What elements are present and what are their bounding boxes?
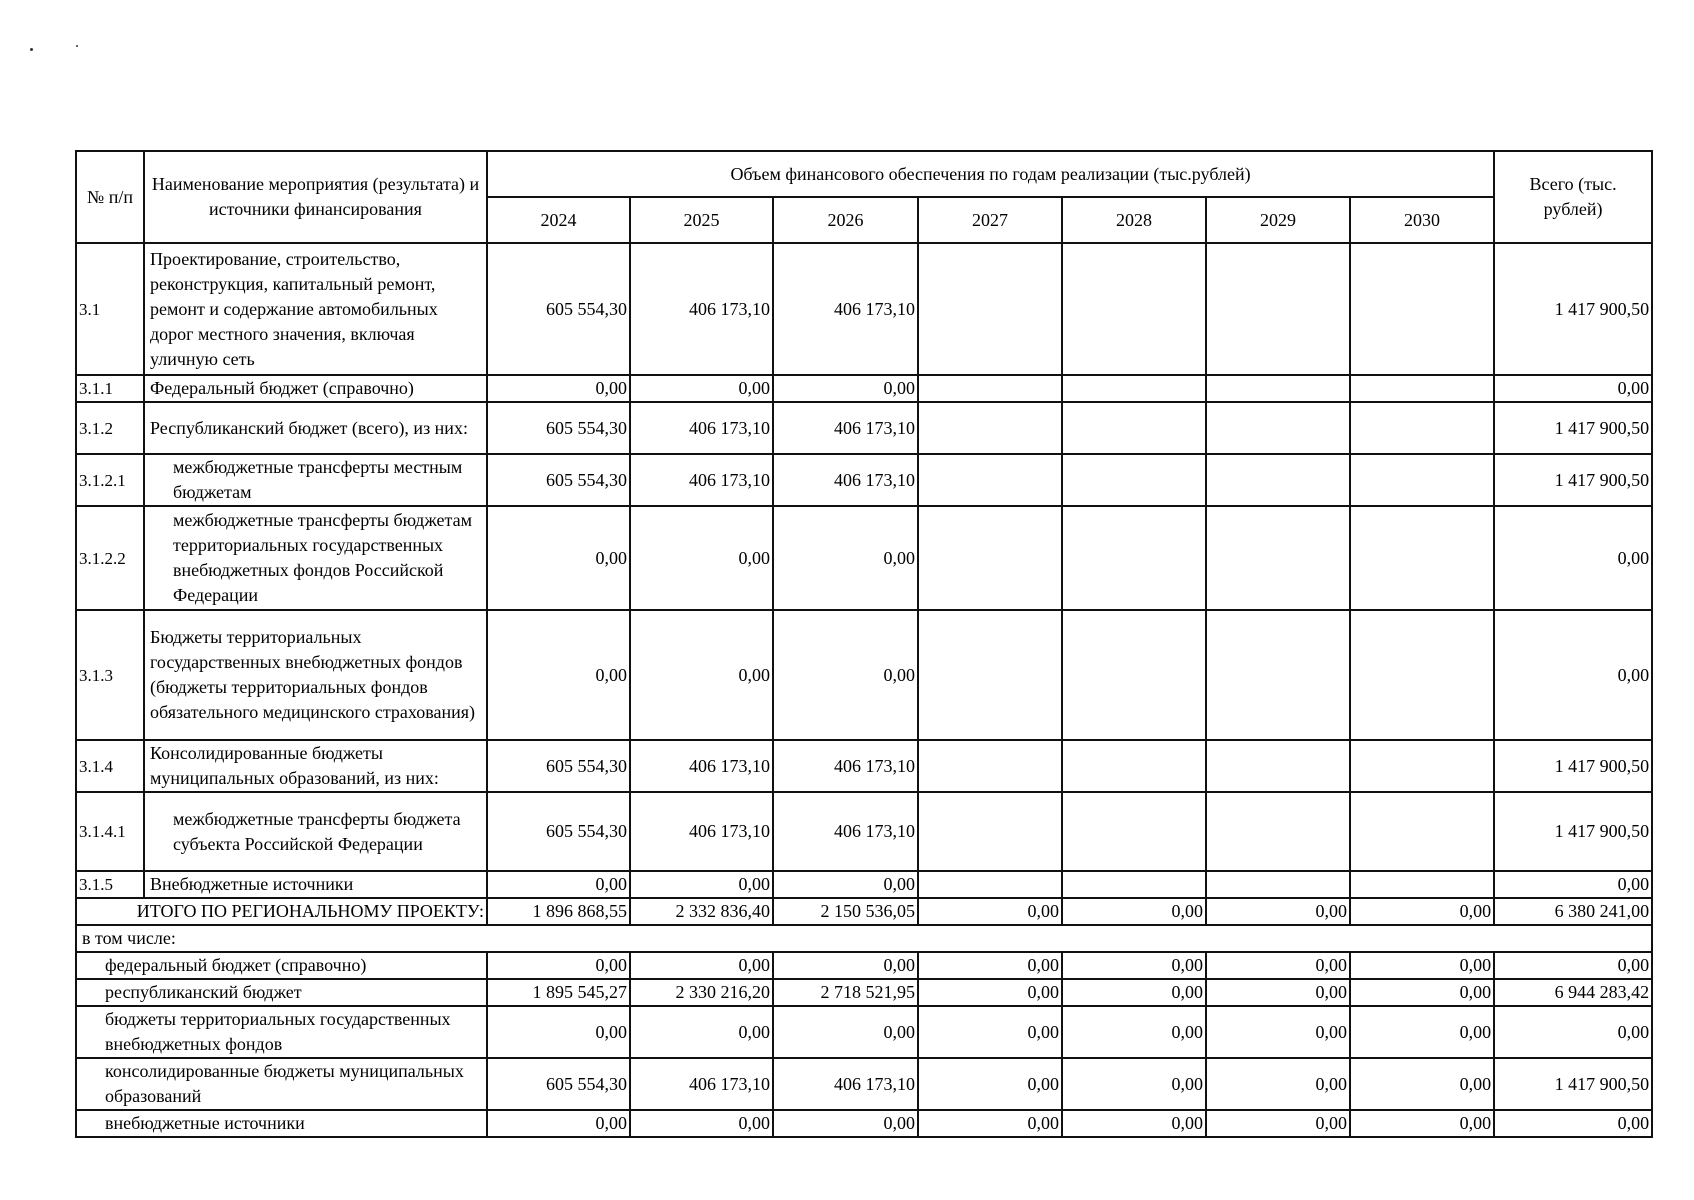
total-cell: 0,00 — [1494, 506, 1652, 610]
value-cell: 605 554,30 — [487, 243, 630, 375]
total-row — [76, 898, 1652, 925]
row-number: 3.1.2.1 — [76, 454, 144, 506]
total-cell: 0,00 — [1494, 1110, 1652, 1137]
value-cell: 0,00 — [1350, 1058, 1494, 1110]
value-cell: 0,00 — [1350, 979, 1494, 1006]
value-cell: 0,00 — [630, 1110, 773, 1137]
value-cell — [1206, 375, 1350, 402]
value-cell: 0,00 — [918, 1110, 1062, 1137]
total-cell: 1 417 900,50 — [1494, 454, 1652, 506]
header-total: Всего (тыс. рублей) — [1494, 151, 1652, 243]
value-cell: 0,00 — [773, 1110, 918, 1137]
value-cell: 406 173,10 — [630, 792, 773, 871]
value-cell: 0,00 — [918, 1006, 1062, 1058]
table-row — [76, 610, 1652, 740]
row-number: 3.1.2 — [76, 402, 144, 454]
value-cell: 0,00 — [773, 610, 918, 740]
value-cell: 605 554,30 — [487, 1058, 630, 1110]
value-cell: 406 173,10 — [630, 740, 773, 792]
breakdown-row — [76, 979, 1652, 1006]
value-cell: 0,00 — [630, 375, 773, 402]
row-number: 3.1 — [76, 243, 144, 375]
value-cell: 0,00 — [773, 375, 918, 402]
header-year: 2026 — [773, 197, 918, 243]
header-num: № п/п — [76, 151, 144, 243]
value-cell: 0,00 — [1206, 979, 1350, 1006]
row-name: межбюджетные трансферты бюджета субъекта Российской Федерации — [144, 792, 487, 871]
value-cell: 605 554,30 — [487, 740, 630, 792]
value-cell: 406 173,10 — [630, 402, 773, 454]
subheading-row — [76, 925, 1652, 952]
table-row — [76, 243, 1652, 375]
value-cell: 605 554,30 — [487, 792, 630, 871]
value-cell — [1206, 402, 1350, 454]
row-number: 3.1.4.1 — [76, 792, 144, 871]
value-cell: 406 173,10 — [773, 792, 918, 871]
value-cell: 0,00 — [1206, 1110, 1350, 1137]
breakdown-name: федеральный бюджет (справочно) — [76, 952, 487, 979]
value-cell: 0,00 — [918, 979, 1062, 1006]
breakdown-name: бюджеты территориальных государственных внебюджетных фондов — [76, 1006, 487, 1058]
value-cell — [1062, 402, 1206, 454]
value-cell: 406 173,10 — [630, 243, 773, 375]
value-cell — [1350, 243, 1494, 375]
row-number: 3.1.4 — [76, 740, 144, 792]
value-cell: 0,00 — [487, 506, 630, 610]
value-cell: 0,00 — [773, 871, 918, 898]
value-cell — [1062, 375, 1206, 402]
row-name: Республиканский бюджет (всего), из них: — [144, 402, 487, 454]
value-cell: 0,00 — [1206, 1006, 1350, 1058]
value-cell: 0,00 — [487, 1006, 630, 1058]
value-cell — [1206, 506, 1350, 610]
scan-speck — [30, 48, 33, 51]
row-number: 3.1.2.2 — [76, 506, 144, 610]
value-cell: 0,00 — [630, 506, 773, 610]
value-cell: 0,00 — [630, 952, 773, 979]
table-row — [76, 454, 1652, 506]
row-number: 3.1.3 — [76, 610, 144, 740]
table-row — [76, 375, 1652, 402]
breakdown-row — [76, 952, 1652, 979]
value-cell — [918, 610, 1062, 740]
total-cell: 0,00 — [1494, 871, 1652, 898]
value-cell: 0,00 — [630, 1006, 773, 1058]
value-cell — [1350, 871, 1494, 898]
table-body — [76, 243, 1652, 1137]
value-cell: 406 173,10 — [773, 740, 918, 792]
total-cell: 0,00 — [1494, 610, 1652, 740]
value-cell — [1206, 243, 1350, 375]
value-cell — [918, 740, 1062, 792]
value-cell — [1206, 740, 1350, 792]
value-cell — [1206, 792, 1350, 871]
financing-table — [75, 150, 1653, 1138]
header-year: 2028 — [1062, 197, 1206, 243]
value-cell: 0,00 — [487, 375, 630, 402]
breakdown-name: консолидированные бюджеты муниципальных образований — [76, 1058, 487, 1110]
table-row — [76, 740, 1652, 792]
value-cell — [1206, 610, 1350, 740]
row-name: Федеральный бюджет (справочно) — [144, 375, 487, 402]
value-cell: 0,00 — [1062, 1058, 1206, 1110]
value-cell — [918, 243, 1062, 375]
header-name: Наименование мероприятия (результата) и источники финансирования — [144, 151, 487, 243]
value-cell: 0,00 — [1062, 1006, 1206, 1058]
value-cell — [1062, 871, 1206, 898]
table-row — [76, 792, 1652, 871]
value-cell: 0,00 — [487, 610, 630, 740]
header-year: 2025 — [630, 197, 773, 243]
row-name: межбюджетные трансферты местным бюджетам — [144, 454, 487, 506]
row-name: Бюджеты территориальных государственных внебюджетных фондов (бюджеты территориальных фондов обязательного медицинского страхования) — [144, 610, 487, 740]
value-cell: 0,00 — [630, 871, 773, 898]
row-name: Проектирование, строительство, реконструкция, капитальный ремонт, ремонт и содержание автомобильных дорог местного значения, включая уличную сеть — [144, 243, 487, 375]
value-cell: 2 718 521,95 — [773, 979, 918, 1006]
header-year: 2029 — [1206, 197, 1350, 243]
value-cell — [1062, 243, 1206, 375]
table-row — [76, 402, 1652, 454]
table-row — [76, 506, 1652, 610]
total-cell: 1 417 900,50 — [1494, 243, 1652, 375]
total-cell: 1 417 900,50 — [1494, 792, 1652, 871]
total-cell: 0,00 — [1494, 952, 1652, 979]
value-cell — [1350, 740, 1494, 792]
total-label: ИТОГО ПО РЕГИОНАЛЬНОМУ ПРОЕКТУ: — [76, 898, 487, 925]
value-cell — [1062, 792, 1206, 871]
header-year: 2027 — [918, 197, 1062, 243]
value-cell: 0,00 — [1062, 898, 1206, 925]
value-cell: 0,00 — [1350, 1110, 1494, 1137]
total-cell: 6 944 283,42 — [1494, 979, 1652, 1006]
value-cell: 605 554,30 — [487, 402, 630, 454]
value-cell: 1 896 868,55 — [487, 898, 630, 925]
breakdown-name: внебюджетные источники — [76, 1110, 487, 1137]
value-cell — [1206, 871, 1350, 898]
value-cell — [918, 792, 1062, 871]
breakdown-name: республиканский бюджет — [76, 979, 487, 1006]
value-cell: 0,00 — [630, 610, 773, 740]
value-cell — [1062, 454, 1206, 506]
value-cell: 0,00 — [487, 871, 630, 898]
breakdown-row — [76, 1110, 1652, 1137]
breakdown-row — [76, 1006, 1652, 1058]
value-cell: 0,00 — [918, 952, 1062, 979]
value-cell: 0,00 — [773, 952, 918, 979]
total-cell: 1 417 900,50 — [1494, 740, 1652, 792]
value-cell — [918, 506, 1062, 610]
total-cell: 1 417 900,50 — [1494, 1058, 1652, 1110]
value-cell — [918, 402, 1062, 454]
value-cell — [1350, 610, 1494, 740]
value-cell: 1 895 545,27 — [487, 979, 630, 1006]
value-cell — [1206, 454, 1350, 506]
value-cell: 406 173,10 — [630, 1058, 773, 1110]
value-cell: 0,00 — [1206, 952, 1350, 979]
value-cell: 0,00 — [1350, 898, 1494, 925]
value-cell — [918, 375, 1062, 402]
value-cell — [1062, 740, 1206, 792]
scan-speck — [76, 45, 78, 47]
value-cell: 2 330 216,20 — [630, 979, 773, 1006]
row-name: Консолидированные бюджеты муниципальных образований, из них: — [144, 740, 487, 792]
subheading-label: в том числе: — [76, 925, 1652, 952]
total-cell: 6 380 241,00 — [1494, 898, 1652, 925]
value-cell — [1062, 610, 1206, 740]
value-cell: 0,00 — [487, 952, 630, 979]
row-number: 3.1.5 — [76, 871, 144, 898]
value-cell: 605 554,30 — [487, 454, 630, 506]
value-cell — [1350, 792, 1494, 871]
value-cell: 406 173,10 — [773, 454, 918, 506]
total-cell: 1 417 900,50 — [1494, 402, 1652, 454]
value-cell: 0,00 — [1062, 952, 1206, 979]
value-cell: 0,00 — [487, 1110, 630, 1137]
row-number: 3.1.1 — [76, 375, 144, 402]
row-name: межбюджетные трансферты бюджетам территориальных государственных внебюджетных фондов Российской Федерации — [144, 506, 487, 610]
value-cell: 0,00 — [1206, 898, 1350, 925]
table-row — [76, 871, 1652, 898]
value-cell — [1350, 402, 1494, 454]
total-cell: 0,00 — [1494, 1006, 1652, 1058]
header-years-group: Объем финансового обеспечения по годам реализации (тыс.рублей) — [487, 151, 1494, 197]
total-cell: 0,00 — [1494, 375, 1652, 402]
row-name: Внебюджетные источники — [144, 871, 487, 898]
value-cell: 0,00 — [1062, 979, 1206, 1006]
value-cell: 0,00 — [773, 506, 918, 610]
value-cell: 0,00 — [918, 898, 1062, 925]
value-cell: 0,00 — [1350, 952, 1494, 979]
value-cell — [1350, 375, 1494, 402]
value-cell: 0,00 — [1350, 1006, 1494, 1058]
value-cell — [918, 871, 1062, 898]
value-cell: 0,00 — [918, 1058, 1062, 1110]
header-year: 2024 — [487, 197, 630, 243]
value-cell — [918, 454, 1062, 506]
value-cell: 406 173,10 — [773, 402, 918, 454]
value-cell: 406 173,10 — [773, 1058, 918, 1110]
value-cell: 406 173,10 — [773, 243, 918, 375]
value-cell: 2 332 836,40 — [630, 898, 773, 925]
value-cell — [1350, 506, 1494, 610]
value-cell: 2 150 536,05 — [773, 898, 918, 925]
value-cell — [1350, 454, 1494, 506]
breakdown-row — [76, 1058, 1652, 1110]
table-header — [76, 151, 1652, 243]
value-cell: 0,00 — [1062, 1110, 1206, 1137]
value-cell: 406 173,10 — [630, 454, 773, 506]
value-cell: 0,00 — [1206, 1058, 1350, 1110]
value-cell: 0,00 — [773, 1006, 918, 1058]
value-cell — [1062, 506, 1206, 610]
header-year: 2030 — [1350, 197, 1494, 243]
